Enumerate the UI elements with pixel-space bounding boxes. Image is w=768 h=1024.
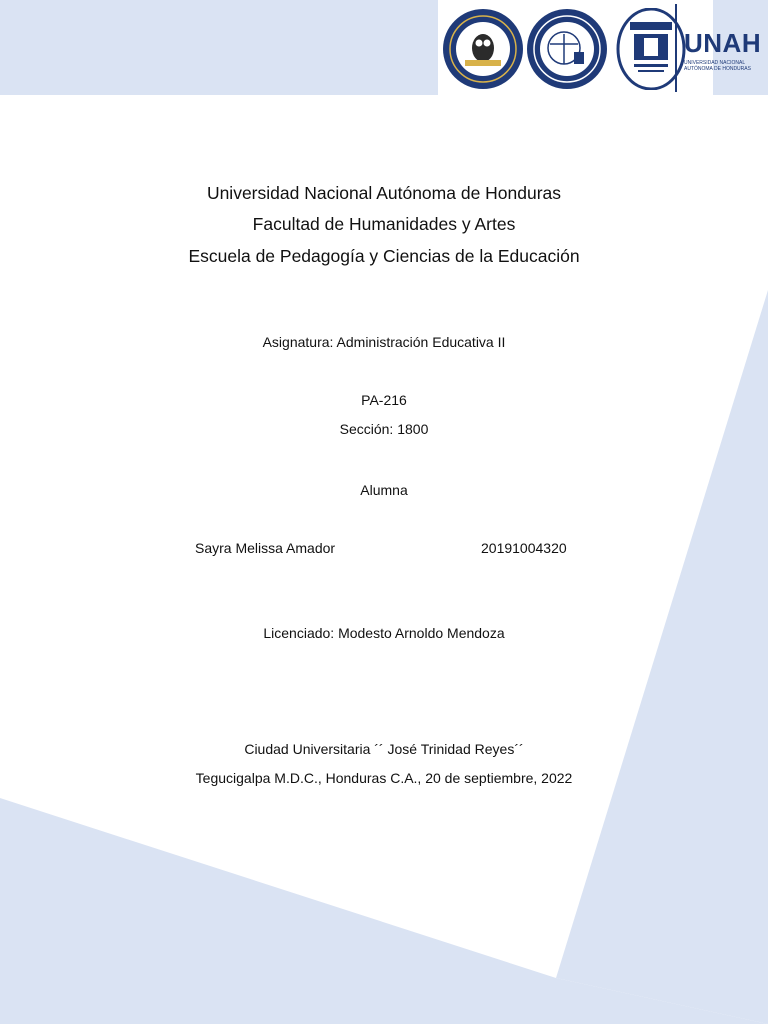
teacher-name: Licenciado: Modesto Arnoldo Mendoza xyxy=(263,625,505,641)
faculty-title: Facultad de Humanidades y Artes xyxy=(252,214,516,234)
city-date-line: Tegucigalpa M.D.C., Honduras C.A., 20 de septiembre, 2022 xyxy=(195,770,573,786)
unah-logo-text: UNAH xyxy=(684,28,762,58)
university-title: Universidad Nacional Autónoma de Honduras xyxy=(206,183,562,203)
school-title: Escuela de Pedagogía y Ciencias de la Educación xyxy=(188,246,580,266)
student-id: 20191004320 xyxy=(481,540,567,556)
student-label: Alumna xyxy=(360,482,408,498)
course-section: Sección: 1800 xyxy=(339,421,429,437)
unah-logo-subtext: UNIVERSIDAD NACIONAL AUTÓNOMA DE HONDURAS xyxy=(684,60,751,72)
course-subject: Asignatura: Administración Educativa II xyxy=(262,334,506,350)
logo-divider xyxy=(675,4,677,92)
pedagogia-seal-icon xyxy=(442,8,524,90)
logo-strip xyxy=(438,0,713,96)
humanidades-seal-icon xyxy=(526,8,608,90)
unah-logo xyxy=(684,30,761,72)
student-name: Sayra Melissa Amador xyxy=(195,540,336,556)
unah-seal-icon xyxy=(610,8,692,90)
place-line: Ciudad Universitaria ´´ José Trinidad Reyes´´ xyxy=(244,741,524,757)
course-code: PA-216 xyxy=(361,392,407,408)
